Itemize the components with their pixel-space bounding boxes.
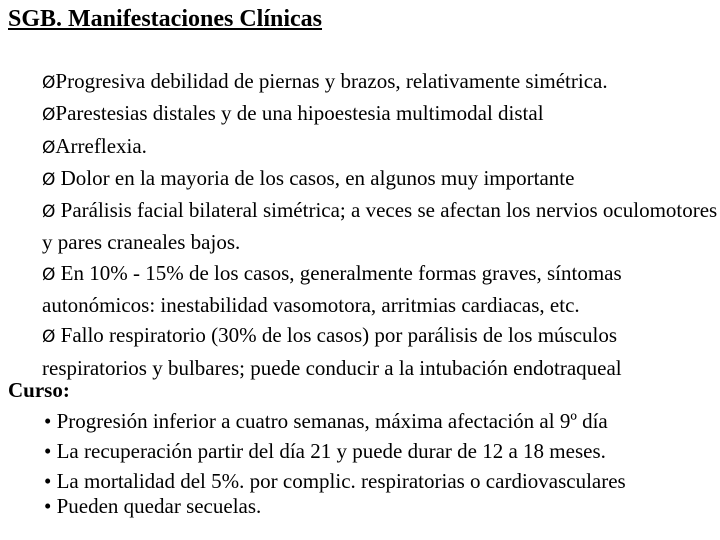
list-item <box>44 466 718 496</box>
manifestation-text: Progresiva debilidad de piernas y brazos, relativamente simétrica. <box>55 69 608 93</box>
manifestation-text: Fallo respiratorio (30% de los casos) por parálisis de los músculos respiratorios y bulbares; puede conducir a la intubación endotraqueal <box>42 323 622 380</box>
bullet-dot-icon: • <box>44 494 52 518</box>
manifestation-text: En 10% - 15% de los casos, generalmente formas graves, síntomas autonómicos: inestabilidad vasomotora, arritmias cardiacas, etc. <box>42 260 622 318</box>
manifestation-text: Parálisis facial bilateral simétrica; a veces se afectan los nervios oculomotores y pares craneales bajos. <box>42 198 718 255</box>
arrow-bullet-icon: Ø <box>42 327 56 348</box>
list-item <box>42 195 718 258</box>
arrow-bullet-icon: Ø <box>42 169 56 190</box>
bullet-dot-icon: • <box>44 439 52 463</box>
arrow-bullet-icon: Ø <box>42 137 56 158</box>
list-item <box>42 98 718 130</box>
list-item <box>44 436 718 466</box>
list-item <box>42 163 718 195</box>
bullet-dot-icon: • <box>44 469 52 493</box>
manifestation-text: Parestesias distales y de una hipoestesia multimodal distal <box>55 101 544 126</box>
course-text: Progresión inferior a cuatro semanas, máxima afectación al 9º día <box>51 409 608 433</box>
arrow-bullet-icon: Ø <box>42 105 56 126</box>
course-text: La recuperación partir del día 21 y puede durar de 12 a 18 meses. <box>51 439 606 463</box>
arrow-bullet-icon: Ø <box>42 73 56 93</box>
arrow-bullet-icon: Ø <box>42 264 56 285</box>
bullet-dot-icon: • <box>44 409 52 433</box>
slide-title: SGB. Manifestaciones Clínicas <box>8 6 323 32</box>
arrow-bullet-icon: Ø <box>42 202 56 223</box>
course-text: La mortalidad del 5%. por complic. respiratorias o cardiovasculares <box>51 469 626 493</box>
list-item <box>44 406 718 436</box>
course-text: Pueden quedar secuelas. <box>51 494 262 518</box>
list-item <box>42 258 718 321</box>
manifestation-text: Arreflexia. <box>55 133 147 158</box>
manifestation-text: Dolor en la mayoria de los casos, en algunos muy importante <box>55 165 575 190</box>
list-item <box>42 66 718 98</box>
list-item <box>42 320 718 383</box>
course-heading: Curso: <box>8 378 70 402</box>
list-item <box>42 131 718 163</box>
manifestations-list <box>42 66 718 383</box>
course-list <box>44 406 718 522</box>
list-item <box>44 496 718 522</box>
